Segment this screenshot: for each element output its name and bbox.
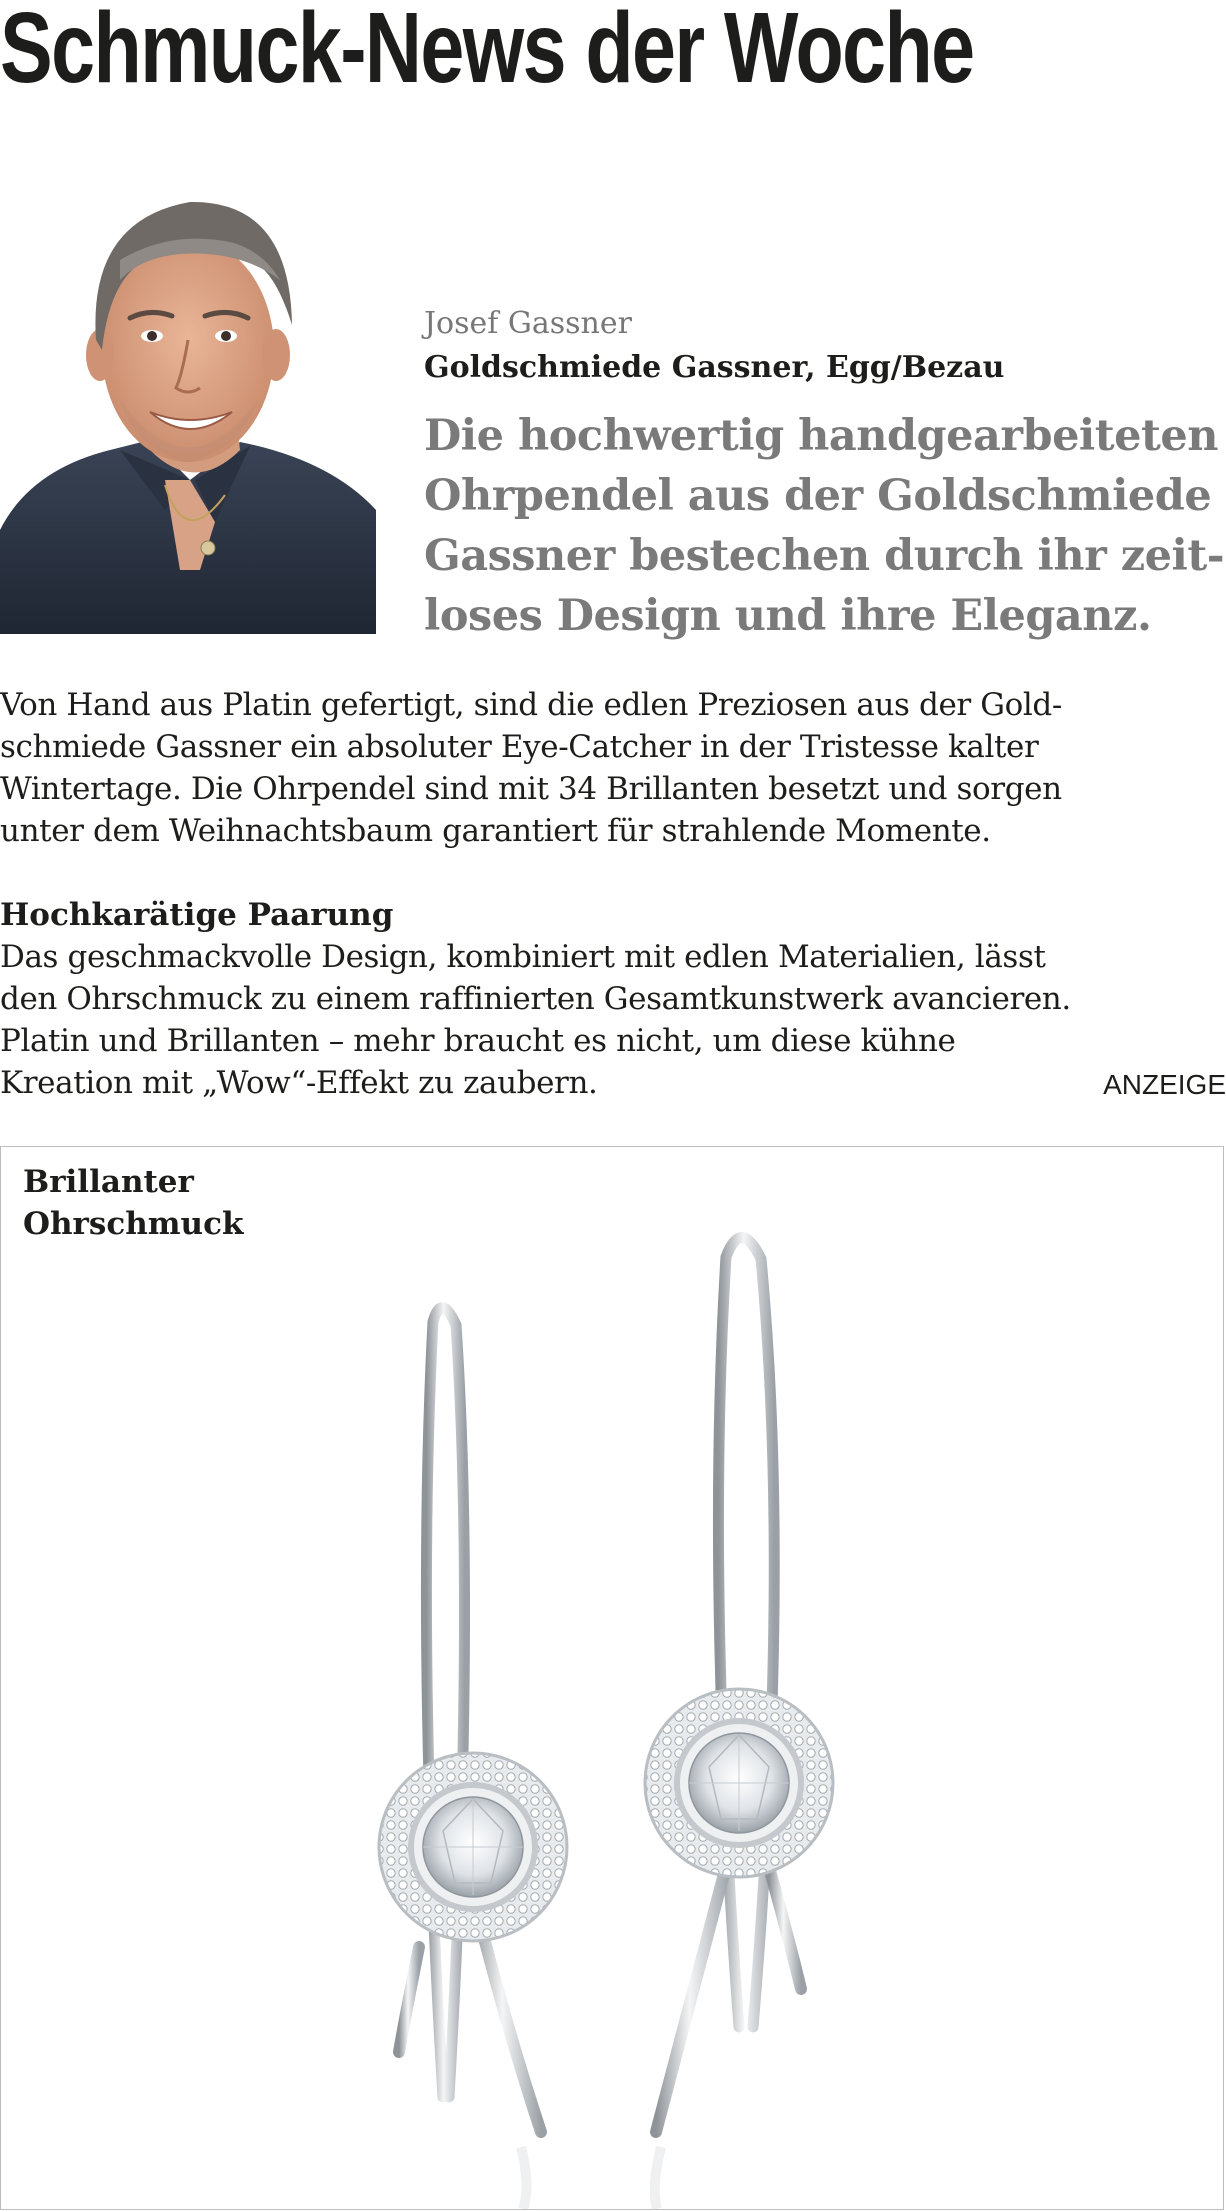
paragraph-line: Das geschmackvolle Design, kombiniert mit edlen Materialien, lässt (0, 939, 1046, 975)
author-portrait (0, 150, 376, 634)
ad-title-line: Brillanter (23, 1164, 194, 1200)
paragraph-line: den Ohrschmuck zu einem raffinierten Gesamtkunstwerk avancieren. (0, 981, 1071, 1017)
paragraph-line: Kreation mit „Wow“-Effekt zu zaubern. (0, 1065, 598, 1101)
section-subheading: Hochkarätige Paarung (0, 897, 394, 933)
author-company: Goldschmiede Gassner, Egg/Bezau (424, 350, 1005, 385)
author-name: Josef Gassner (424, 306, 632, 341)
paragraph-line: Platin und Brillanten – mehr braucht es nicht, um diese kühne (0, 1023, 956, 1059)
ad-label: ANZEIGE (1103, 1069, 1226, 1100)
lead-line: Ohrpendel aus der Goldschmiede (424, 471, 1212, 521)
body-paragraph-1 (0, 684, 1200, 852)
paragraph-line: unter dem Weihnachtsbaum garantiert für strahlende Momente. (0, 813, 991, 849)
ad-title (23, 1161, 243, 1245)
advertisement-box (0, 1146, 1224, 2210)
paragraph-line: schmiede Gassner ein absoluter Eye-Catcher in der Tristesse kalter (0, 729, 1039, 765)
lead-line: loses Design und ihre Eleganz. (424, 591, 1152, 641)
earrings-image (1, 1147, 1224, 2210)
body-paragraph-2 (0, 936, 1200, 1104)
author-portrait-image (0, 150, 376, 634)
page-headline: Schmuck-News der Woche (0, 0, 974, 104)
paragraph-line: Wintertage. Die Ohrpendel sind mit 34 Brillanten besetzt und sorgen (0, 771, 1062, 807)
paragraph-line: Von Hand aus Platin gefertigt, sind die edlen Preziosen aus der Gold- (0, 687, 1062, 723)
lead-line: Gassner bestechen durch ihr zeit- (424, 531, 1225, 581)
lead-line: Die hochwertig handgearbeiteten (424, 411, 1218, 461)
ad-title-line: Ohrschmuck (23, 1206, 244, 1242)
lead-text (424, 406, 1225, 646)
